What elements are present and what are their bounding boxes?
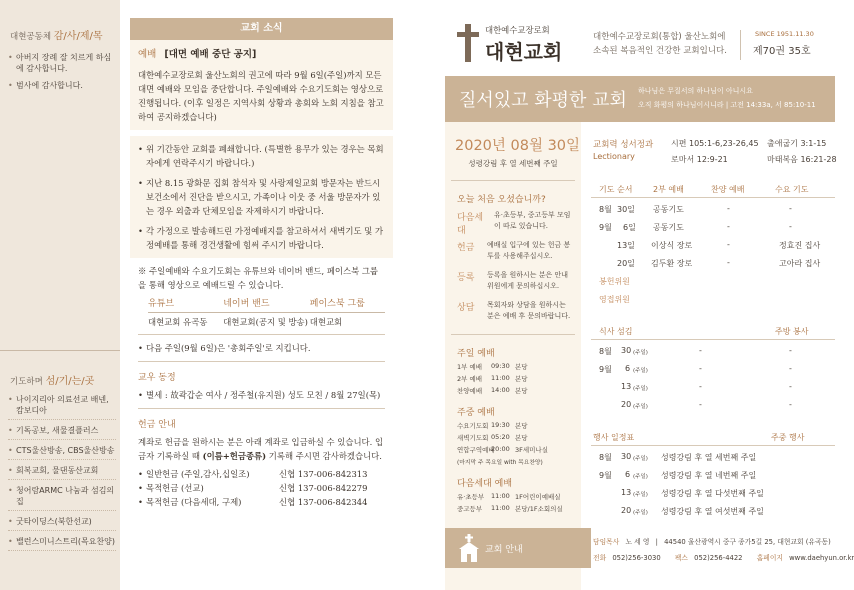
tel: 052)256-3030 [612, 554, 661, 562]
video-note-block [130, 258, 393, 334]
account-row [138, 481, 385, 495]
worship-time: 14:00 [491, 386, 510, 394]
account-number: 신협 137-006-842279 [279, 483, 368, 493]
offering-block [130, 409, 393, 515]
sns-head: 네이버 밴드 [223, 296, 310, 313]
notice-bullet: • 위 기간동안 교회를 폐쇄합니다. (특별한 용무가 있는 경우는 목회자에게 연락주시기 바랍니다.) [138, 142, 385, 170]
address: 44540 울산광역시 중구 종가5길 25, 대현교회 (유곡동) [664, 538, 831, 546]
table-cell: 성령강림 후 열 네번째 주일 [661, 471, 757, 480]
guide-key: 등록 [457, 273, 475, 283]
worship-name: 2부 예배 [457, 375, 483, 383]
worship-note: (마지막 주 목요일 with 목요찬양) [457, 460, 543, 466]
divider [740, 30, 741, 60]
members-block [130, 362, 393, 408]
worship-row [457, 433, 528, 442]
prayer-list [8, 394, 116, 556]
table-row [591, 200, 835, 218]
table-row [591, 502, 835, 520]
account-name: • 목적헌금 (선교) [146, 483, 204, 493]
bulletin-date: 2020년 08월 30일 [455, 138, 581, 154]
guide-row [457, 270, 577, 291]
lectionary-reading: 출애굽기 3:1-15 [767, 139, 827, 148]
lectionary-subtitle: Lectionary [593, 152, 635, 161]
section-header: 교회 소식 [130, 18, 393, 40]
worship-row [457, 445, 548, 454]
lectionary-title: 교회력 성서정과 [593, 140, 654, 150]
guide-title: 오늘 처음 오셨습니까? [457, 195, 546, 205]
worship-row [457, 386, 528, 395]
worship-time: 11:00 [491, 492, 510, 500]
worship-time: 20:00 [491, 445, 510, 453]
next-sunday-block [130, 335, 393, 361]
table-cell: (주일) [633, 368, 648, 374]
footer-label: 교회 안내 [485, 545, 523, 555]
guide-key: 헌금 [457, 243, 475, 253]
members-title: 교우 동정 [138, 373, 176, 383]
list-item: • 범사에 감사합니다. [8, 80, 116, 91]
motto-title: 질서있고 화평한 교회 [459, 90, 627, 111]
table-cell: - [727, 240, 730, 249]
list-item: • 청어람ARMC 나눔과 섬김의 집 [8, 485, 116, 511]
table-cell: (주일) [633, 510, 648, 516]
next-gen-title: 다음세대 예배 [457, 479, 513, 489]
list-item: • 회복교회, 물댄동산교회 [8, 465, 116, 480]
thanks-title-prefix: 대현공동체 [10, 32, 52, 42]
meal-table-head [591, 326, 835, 340]
table-cell: 성령강림 후 열 다섯번째 주일 [661, 489, 764, 498]
worship-row [457, 374, 528, 383]
table-cell: (주일) [633, 474, 648, 480]
prayer-title-prefix: 기도하며 [10, 377, 43, 387]
table-header: 행사 일정표 [593, 433, 635, 442]
table-cell: (주일) [633, 404, 648, 410]
worship-place: 본당 [515, 422, 528, 430]
table-row [591, 290, 835, 308]
table-cell: 20 [621, 400, 632, 409]
table-cell: - [699, 400, 702, 409]
footer-info [591, 528, 854, 568]
liturgical-day: 성령강림 후 열 세번째 주일 [468, 159, 558, 168]
denomination: 대한예수교장로회 [485, 25, 550, 35]
table-cell: 9월 [599, 365, 612, 374]
table-row [591, 360, 835, 378]
website-link[interactable]: www.daehyun.or.kr [789, 554, 854, 562]
worship-row [457, 504, 563, 513]
guide-row [457, 240, 577, 261]
account-name: • 목적헌금 (다음세대, 구제) [146, 497, 242, 507]
fax: 052)256-4422 [694, 554, 743, 562]
sns-value: 대현교회 [309, 317, 343, 327]
notice-bullets [130, 136, 393, 258]
worship-name: 새벽기도회 [457, 434, 489, 442]
date-box [455, 134, 581, 169]
table-cell: 9월 [599, 471, 612, 480]
cross-icon [457, 24, 479, 62]
notice-heading-row [138, 46, 385, 60]
sns-head: 페이스북 그룹 [310, 296, 385, 313]
table-cell: 30 [621, 346, 632, 355]
offering-highlight: (이름+헌금종류) [202, 451, 267, 461]
table-row [591, 448, 835, 466]
table-header: 기도 순서 [599, 185, 633, 194]
table-cell: 8월 [599, 453, 612, 462]
members-item: • 별세 : 故곽갑순 여사 / 정주철(유지원) 성도 모친 / 8월 27일(목) [138, 388, 385, 402]
table-cell: 6 [625, 470, 631, 479]
list-item: • 나이지리아 의료선교 배넨, 캄보디아 [8, 394, 116, 420]
table-cell: 공동기도 [653, 223, 684, 232]
bulletin-front [445, 0, 854, 590]
worship-place: 본당/1F소회의실 [515, 505, 563, 513]
table-cell: (주일) [633, 350, 648, 356]
worship-place: 본당 [515, 363, 528, 371]
divider [451, 180, 575, 181]
table-cell: - [727, 222, 730, 231]
offering-title: 헌금 안내 [138, 420, 176, 430]
guide-key: 상담 [457, 303, 475, 313]
account-name: • 일반헌금 (주일,감사,십일조) [146, 469, 250, 479]
tel-label: 전화 [593, 554, 607, 562]
notice-paragraph: 대한예수교장로회 울산노회의 권고에 따라 9월 6일(주일)까지 모든 대면 예배와 모임을 중단합니다. 주일예배와 수요기도회는 영상으로 진행됩니다. (이후 일정은 지역사회 상황과 총회와 노회 지침을 참고하여 공지하겠습니다) [138, 70, 384, 122]
table-header: 주중 행사 [771, 433, 805, 442]
account-number: 신협 137-006-842313 [279, 469, 368, 479]
prayer-table-head [591, 184, 835, 198]
table-cell: 성령강림 후 열 여섯번째 주일 [661, 507, 764, 516]
church-name: 대현교회 [485, 40, 563, 64]
guide-row [457, 300, 577, 321]
worship-row [457, 362, 528, 371]
thanks-title-main: 감/사/제/목 [53, 31, 103, 42]
list-item: • 밸런스미니스트리(목요찬양) [8, 536, 116, 551]
issue-number: 제70권 35호 [753, 46, 811, 57]
notice-tag: 예배 [138, 49, 157, 60]
footer-line-2 [593, 552, 854, 562]
worship-place: 본당 [515, 387, 528, 395]
table-cell: 9월 [599, 223, 612, 232]
sns-value: 대현교회 유곡동 [148, 317, 208, 327]
offering-paragraph: 계좌로 헌금을 원하시는 분은 아래 계좌로 입금하실 수 있습니다. 입금자 기록하실 때 (이름+헌금종류) 기록해 주시면 감사하겠습니다. [138, 437, 384, 461]
table-row [591, 378, 835, 396]
worship-name: 1부 예배 [457, 363, 483, 371]
table-row [591, 396, 835, 414]
table-cell: - [699, 364, 702, 373]
table-cell: - [727, 204, 730, 213]
guide-value: 목회자와 상담을 원하시는 분은 예배 후 문의바랍니다. [487, 301, 571, 320]
event-table-head [591, 432, 835, 446]
worship-place: 1F어린이예배실 [515, 493, 561, 501]
table-cell: - [789, 204, 792, 213]
worship-name: 유·초등부 [457, 493, 485, 501]
prayer-title [10, 372, 94, 387]
table-cell: (주일) [633, 456, 648, 462]
table-cell: - [789, 364, 792, 373]
list-item: • CTS울산방송, CBS울산방송 [8, 445, 116, 460]
guide-value: 유·초등부, 중고등부 모임이 따로 있습니다. [493, 211, 571, 230]
table-cell: 20 [621, 506, 632, 515]
table-cell: - [789, 382, 792, 391]
worship-time: 09:30 [491, 362, 510, 370]
table-cell: 성령강림 후 열 세번째 주일 [661, 453, 757, 462]
table-cell: 영접위원 [599, 295, 630, 304]
sns-table [148, 296, 385, 328]
sns-value: 대현교회(공지 및 방송) [223, 317, 308, 327]
list-item: • 기독공보, 새물결플러스 [8, 425, 116, 440]
church-description: 대한예수교장로회(통합) 울산노회에 소속된 복음적인 건강한 교회입니다. [593, 32, 727, 56]
worship-time: 05:20 [491, 433, 510, 441]
table-cell: 김두환 장로 [651, 259, 693, 268]
table-cell: 13일 [617, 241, 635, 250]
pastor-name: 노 세 영 [625, 538, 650, 546]
table-cell: 13 [621, 488, 632, 497]
table-cell: 6일 [623, 223, 636, 232]
info-panel [445, 122, 581, 590]
church-icon [457, 534, 481, 562]
prayer-title-main: 섬/기/는/곳 [45, 376, 95, 387]
worship-time: 11:00 [491, 374, 510, 382]
motto-verse-1: 하나님은 무질서의 하나님이 아니시요 [638, 87, 753, 95]
notice-box [130, 40, 393, 130]
table-row [591, 466, 835, 484]
table-row [591, 254, 835, 272]
table-cell: (주일) [633, 386, 648, 392]
notice-bullet: • 각 가정으로 발송해드린 가정예배지를 참고하셔서 새벽기도 및 가정예배를 통해 경건생활에 힘써 주시기 바랍니다. [138, 224, 385, 252]
weekday-worship-title: 주중 예배 [457, 408, 495, 418]
table-header: 수요 기도 [775, 185, 809, 194]
table-cell: 20일 [617, 259, 635, 268]
sidebar [0, 0, 120, 590]
guide-value: 등록을 원하시는 분은 안내 위원에게 문의하십시오. [487, 271, 569, 290]
table-cell: - [699, 382, 702, 391]
motto-banner [445, 76, 835, 122]
footer-line-1: 담임목사 노 세 영 | 44540 울산광역시 중구 종가5길 25, 대현교회 (유곡동) [593, 538, 831, 546]
worship-time: 11:00 [491, 504, 510, 512]
thanks-list [8, 52, 116, 97]
table-row [591, 218, 835, 236]
sidebar-divider [0, 350, 120, 351]
worship-row [457, 492, 561, 501]
sns-youtube [148, 296, 223, 328]
worship-name: 수요기도회 [457, 422, 489, 430]
table-cell: 6 [625, 364, 631, 373]
next-sunday-note: • 다음 주일(9월 6일)은 '총회주일'로 지킵니다. [138, 341, 385, 355]
table-cell: 30일 [617, 205, 635, 214]
since-date: SINCE 1951.11.30 [755, 30, 814, 38]
account-row [138, 467, 385, 481]
church-logo [457, 22, 577, 66]
worship-place: 본당 [515, 434, 528, 442]
table-row [591, 236, 835, 254]
worship-name: 연합구역예배 [457, 446, 495, 454]
table-cell: 13 [621, 382, 632, 391]
table-cell: 이상식 장로 [651, 241, 693, 250]
table-header: 식사 섬김 [599, 327, 633, 336]
video-note: ※ 주일예배와 수요기도회는 유튜브와 네이버 밴드, 페이스북 그룹을 통해 영상으로 예배드릴 수 있습니다. [138, 266, 379, 290]
table-cell: 8월 [599, 347, 612, 356]
table-cell: - [789, 346, 792, 355]
worship-row [457, 421, 528, 430]
table-row [591, 484, 835, 502]
pastor-label: 담임목사 [593, 538, 620, 546]
table-row [591, 272, 835, 290]
lectionary-reading: 로마서 12:9-21 [671, 155, 728, 164]
church-news [130, 18, 393, 590]
table-cell: 30 [621, 452, 632, 461]
web-label: 홈페이지 [756, 554, 783, 562]
table-cell: 고아라 집사 [779, 259, 821, 268]
list-item: • 굿타이딩스(북한선교) [8, 516, 116, 531]
footer-label-panel [445, 528, 591, 568]
table-cell: - [727, 258, 730, 267]
worship-name: 중고등부 [457, 505, 483, 513]
table-cell: - [699, 346, 702, 355]
lectionary-reading: 시편 105:1-6,23-26,45 [671, 139, 759, 148]
lectionary-reading: 마태복음 16:21-28 [767, 155, 837, 164]
thanks-title [10, 27, 103, 42]
worship-place: 본당 [515, 375, 528, 383]
table-header: 2부 예배 [653, 185, 684, 194]
table-cell: - [789, 222, 792, 231]
table-cell: 8월 [599, 205, 612, 214]
worship-place: 3F세미나실 [515, 446, 548, 454]
sunday-worship-title: 주일 예배 [457, 349, 495, 359]
table-cell: 정효진 집사 [779, 241, 821, 250]
sns-facebook [310, 296, 385, 328]
motto-verse-2: 오직 화평의 하나님이시니라 | 고전 14:33a, 서 85:10-11 [638, 101, 816, 109]
sns-head: 유튜브 [148, 296, 223, 313]
worship-time: 19:30 [491, 421, 510, 429]
table-header: 주방 봉사 [775, 327, 809, 336]
worship-name: 찬양예배 [457, 387, 483, 395]
table-header: 찬양 예배 [711, 185, 745, 194]
table-cell: 공동기도 [653, 205, 684, 214]
guide-row [457, 210, 577, 236]
guide-value: 예배실 입구에 있는 헌금 봉투를 사용해주십시오. [487, 241, 571, 260]
fax-label: 팩스 [674, 554, 688, 562]
guide-key: 다음세대 [457, 213, 484, 236]
notice-bullet: • 지난 8.15 광화문 집회 참석자 및 사랑제일교회 방문자는 반드시 보건소에서 진단을 받으시고, 가족이나 이웃 중 서울 방문자가 있는 경우 외출과 단체모임을 자제하시기 바랍니다. [138, 176, 385, 218]
account-row [138, 495, 385, 509]
account-number: 신협 137-006-842344 [279, 497, 368, 507]
notice-heading: [대면 예배 중단 공지] [164, 49, 257, 60]
table-row [591, 342, 835, 360]
divider [451, 334, 575, 335]
table-cell: 봉헌위원 [599, 277, 630, 286]
list-item: • 아버지 장례 잘 치르게 하심에 감사합니다. [8, 52, 116, 74]
table-cell: - [789, 400, 792, 409]
sns-band [223, 296, 310, 328]
table-cell: (주일) [633, 492, 648, 498]
